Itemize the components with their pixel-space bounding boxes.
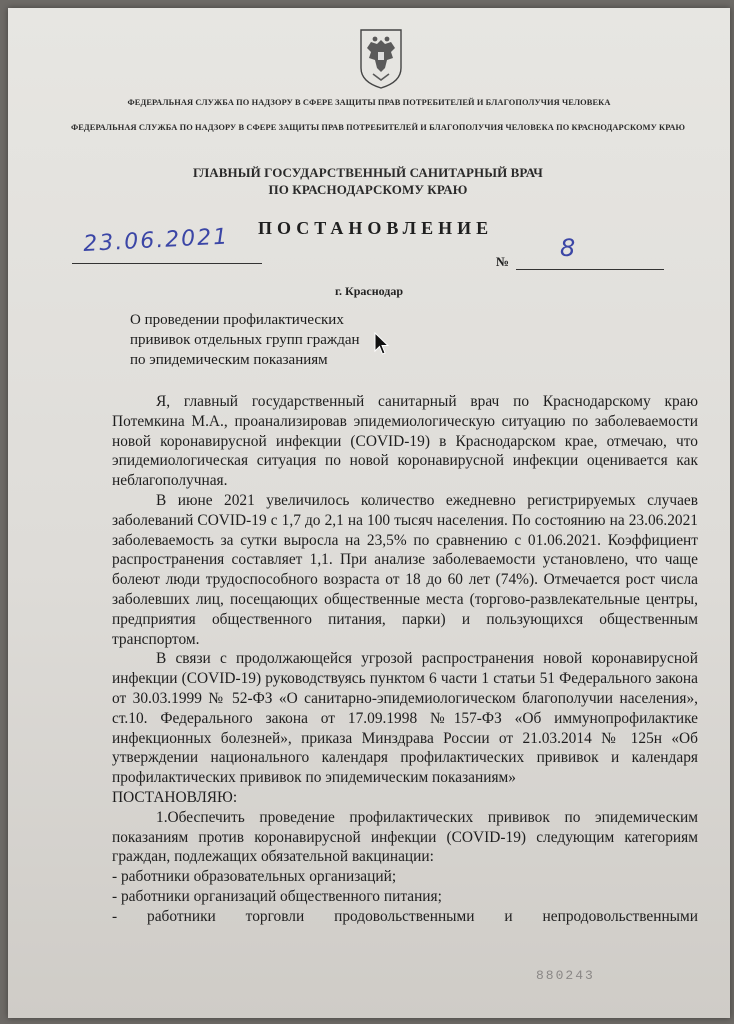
resolve-heading: ПОСТАНОВЛЯЮ: [112, 788, 238, 806]
document-body [112, 392, 698, 927]
number-sign: № [496, 254, 510, 269]
list-item: - работники торговли продовольственными и непродовольственными [112, 907, 698, 925]
official-title-line1: ГЛАВНЫЙ ГОСУДАРСТВЕННЫЙ САНИТАРНЫЙ ВРАЧ [193, 165, 543, 180]
document-number: 8 [560, 234, 576, 262]
number-underline [516, 269, 664, 270]
document-type: ПОСТАНОВЛЕНИЕ [258, 218, 494, 238]
document-date: 23.06.2021 [82, 224, 230, 257]
official-title [48, 164, 688, 198]
document-city: г. Краснодар [334, 284, 404, 298]
document-subject: О проведении профилактических прививок отдельных групп граждан по эпидемическим показаниям [130, 312, 360, 368]
paragraph-item-1: 1.Обеспечить проведение профилактических прививок по эпидемическим показаниям против коронавирусной инфекции (COVID-19) следующим категориям граждан, подлежащих обязательной вакцинации: [112, 808, 698, 866]
paragraph-assessment: Я, главный государственный санитарный врач по Краснодарскому краю Потемкина М.А., проанализировав эпидемиологическую ситуацию по заболеваемости новой коронавирусной инфекции (COVID-19) в Краснодарском крае, отмечаю, что эпидемиологическая ситуация по новой коронавирусной инфекции оценивается как неблагополучная. [112, 393, 698, 490]
agency-name: ФЕДЕРАЛЬНАЯ СЛУЖБА ПО НАДЗОРУ В СФЕРЕ ЗАЩИТЫ ПРАВ ПОТРЕБИТЕЛЕЙ И БЛАГОПОЛУЧИЯ ЧЕЛОВЕКА [127, 98, 611, 107]
coat-of-arms-icon [357, 28, 405, 90]
list-item: - работники образовательных организаций; [112, 868, 397, 886]
date-underline [72, 263, 262, 264]
regional-agency-name: ФЕДЕРАЛЬНАЯ СЛУЖБА ПО НАДЗОРУ В СФЕРЕ ЗАЩИТЫ ПРАВ ПОТРЕБИТЕЛЕЙ И БЛАГОПОЛУЧИЯ ЧЕЛОВЕКА ПО КРАСНОДАРСКОМУ КРАЮ [70, 123, 686, 132]
paragraph-legal-basis: В связи с продолжающейся угрозой распространения новой коронавирусной инфекции (COVID-19) руководствуясь пунктом 6 части 1 статьи 51 Федерального закона от 30.03.1999 № 52-ФЗ «О санитарно-эпидемиологическом благополучии населения», ст.10. Федерального закона от 17.09.1998 №157-ФЗ «Об иммунопрофилактике инфекционных болезней», приказа Минздрава России от 21.03.2014 № 125н «Об утверждении национального календаря профилактических прививок и календаря профилактических прививок по эпидемическим показаниям» [112, 650, 698, 787]
official-title-line2: ПО КРАСНОДАРСКОМУ КРАЮ [268, 182, 468, 197]
document-page [8, 8, 730, 1018]
paragraph-statistics: В июне 2021 увеличилось количество ежедневно регистрируемых случаев заболеваний COVID-19 с 1,7 до 2,1 на 100 тысяч населения. По состоянию на 23.06.2021 заболеваемость за сутки выросла на 23,5% по сравнению с 01.06.2021. Коэффициент распространения составляет 1,1. При анализе заболеваемости установлено, что чаще болеют люди трудоспособного возраста от 18 до 60 лет (74%). Отмечается рост числа заболевших лиц, посещающих общественные места (торгово-развлекательные центры, предприятия общественного питания, парки) и пользующихся общественным транспортом. [112, 491, 698, 648]
mouse-pointer-icon [374, 332, 390, 356]
list-item: - работники организаций общественного питания; [112, 887, 442, 905]
serial-number: 880243 [536, 968, 595, 983]
